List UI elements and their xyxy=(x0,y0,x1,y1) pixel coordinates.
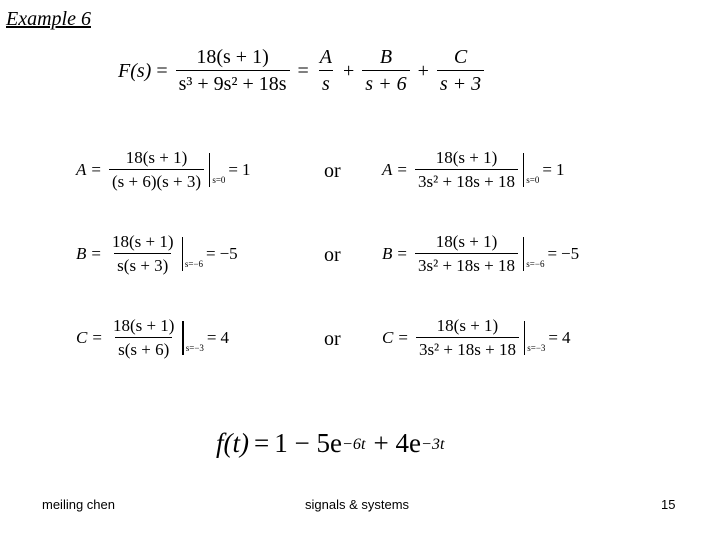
term-a-denominator: s xyxy=(319,70,333,96)
row-b-right-eval-point: s=−6 xyxy=(526,258,545,269)
row-c-right-result: 4 xyxy=(562,327,571,347)
row-a-variable: A xyxy=(76,159,87,179)
row-a-right-equation: A = $\frac{18(s + 1)}{\text{3s² + 18s + 18}}$ s=0 = 1 xyxy=(382,148,565,191)
final-term-2: + 4e xyxy=(373,428,421,458)
row-c-left-numerator: 18(s + 1) xyxy=(112,316,175,335)
row-c-left-equation: C = $\frac{18(s + 1)}{s(s + 6)}$ s=−3 = 4 xyxy=(76,316,230,359)
main-numerator: 18(s + 1) xyxy=(196,46,269,68)
term-c-denominator: s + 3 xyxy=(437,70,484,96)
row-b-left-numerator: 18(s + 1) xyxy=(111,232,174,251)
row-b-right-numerator: 18(s + 1) xyxy=(435,232,498,251)
row-b-or: or xyxy=(324,244,341,266)
final-lhs: f(t) xyxy=(216,428,249,458)
term-b-numerator: B xyxy=(379,46,393,68)
term-b-denominator: s + 6 xyxy=(362,70,409,96)
row-b-left-fraction xyxy=(109,232,177,275)
row-a-left-numerator: 18(s + 1) xyxy=(125,148,188,167)
term-a-fraction xyxy=(317,46,335,96)
row-a-left-denominator: (s + 6)(s + 3) xyxy=(109,169,204,192)
row-b-left-eval-point: s=−6 xyxy=(184,258,203,269)
row-a-right-variable: A xyxy=(382,159,393,179)
term-a-numerator: A xyxy=(319,46,333,68)
row-a-left-eval-point: s=0 xyxy=(212,174,226,185)
row-c-right-eval-point: s=−3 xyxy=(527,342,546,353)
footer-page-number: 15 xyxy=(661,497,676,512)
slide-title: Example 6 xyxy=(6,8,91,30)
row-a-right-fraction xyxy=(415,148,518,191)
row-c-left-eval-point: s=−3 xyxy=(185,342,204,353)
main-lhs: F(s) xyxy=(118,59,152,82)
row-c-right-denominator: 3s² + 18s + 18 xyxy=(416,337,519,360)
final-term-1: 1 − 5e xyxy=(274,428,342,458)
row-b-right-denominator: 3s² + 18s + 18 xyxy=(415,253,518,276)
row-a-left-result: 1 xyxy=(242,159,251,179)
row-c-or: or xyxy=(324,328,341,350)
row-b-right-fraction xyxy=(415,232,518,275)
row-a-left-equation: A = $\frac{18(s + 1)}{(s + 6)(s + 3)}$ s=0 = 1 xyxy=(76,148,251,191)
row-b-left-result: −5 xyxy=(219,243,238,263)
row-c-right-numerator: 18(s + 1) xyxy=(436,316,499,335)
row-b-variable: B xyxy=(76,243,87,263)
row-c-right-fraction xyxy=(416,316,519,359)
main-fraction xyxy=(176,46,290,96)
row-c-right-variable: C xyxy=(382,327,394,347)
term-c-numerator: C xyxy=(453,46,468,68)
term-c-fraction xyxy=(437,46,484,96)
row-c-left-fraction xyxy=(110,316,178,359)
final-equation: f(t) = 1 − 5e −6t + 4e −3t xyxy=(216,428,445,458)
row-c-variable: C xyxy=(76,327,88,347)
row-a-right-denominator: 3s² + 18s + 18 xyxy=(415,169,518,192)
row-a-right-numerator: 18(s + 1) xyxy=(435,148,498,167)
row-b-right-result: −5 xyxy=(561,243,580,263)
footer-course: signals & systems xyxy=(305,497,410,512)
row-a-or: or xyxy=(324,160,341,182)
row-b-left-denominator: s(s + 3) xyxy=(114,253,171,276)
row-c-left-denominator: s(s + 6) xyxy=(115,337,172,360)
row-a-right-eval-point: s=0 xyxy=(526,174,540,185)
row-a-left-fraction xyxy=(109,148,204,191)
main-denominator: s³ + 9s² + 18s xyxy=(176,70,290,96)
main-equation: F(s) = $\frac{18(s + 1)}{\text{s³ + 9s² + 18s}}$ = $\frac{A}{s}$ + $\frac{B}{s + 6}$ + $\frac{C}{s + 3}$ xyxy=(118,46,487,96)
term-b-fraction xyxy=(362,46,409,96)
row-a-right-result: 1 xyxy=(555,159,565,179)
footer-author: meiling chen xyxy=(42,497,115,512)
row-c-right-equation: C = $\frac{18(s + 1)}{\text{3s² + 18s + 18}}$ s=−3 = 4 xyxy=(382,316,571,359)
row-b-left-equation: B = $\frac{18(s + 1)}{s(s + 3)}$ s=−6 = −5 xyxy=(76,232,238,275)
row-b-right-equation: B = $\frac{18(s + 1)}{\text{3s² + 18s + 18}}$ s=−6 = −5 xyxy=(382,232,580,275)
row-b-right-variable: B xyxy=(382,243,393,263)
row-c-left-result: 4 xyxy=(220,327,230,347)
